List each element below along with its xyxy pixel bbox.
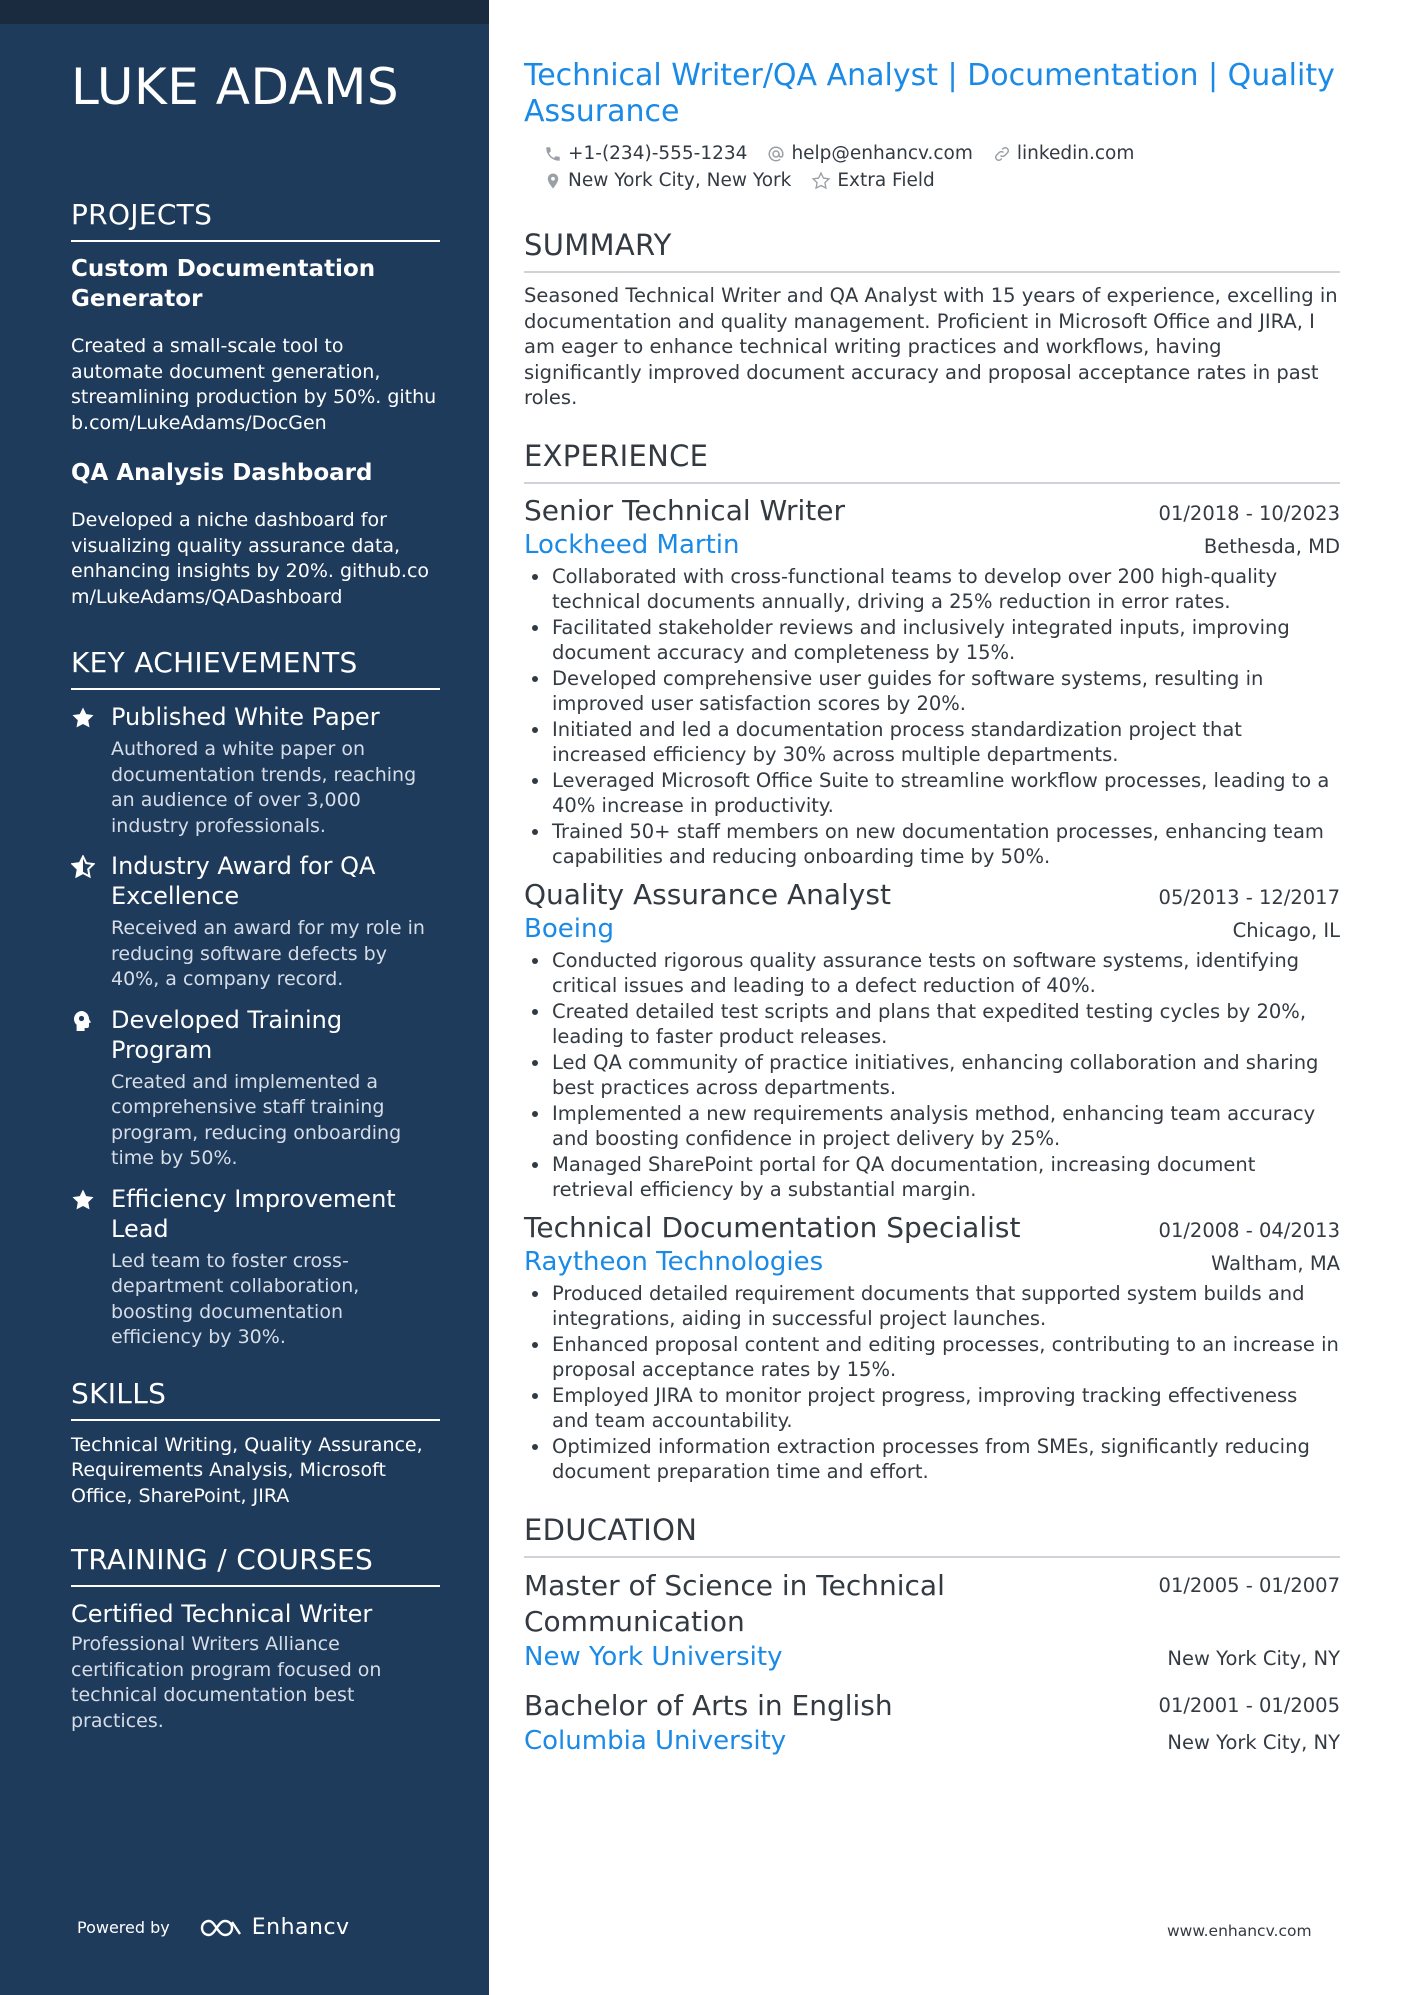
- school-name: Columbia University: [524, 1725, 787, 1756]
- job-bullet: Leveraged Microsoft Office Suite to streamline workflow processes, leading to a 40% increase in productivity.: [524, 768, 1340, 819]
- job-bullet: Initiated and led a documentation process standardization project that increased efficiency by 30% across multiple departments.: [524, 717, 1340, 768]
- summary-text: Seasoned Technical Writer and QA Analyst with 15 years of experience, excelling in documentation and quality management. Proficient in Microsoft Office and JIRA, I am eager to enhance technical writing practices and workflows, having significantly improved document accuracy and proposal acceptance rates in past roles.: [524, 284, 1338, 409]
- job-bullet: Trained 50+ staff members on new documentation processes, enhancing team capabilities and reducing onboarding time by 50%.: [524, 819, 1340, 870]
- school-location: New York City, NY: [1167, 1646, 1340, 1670]
- course-description: Professional Writers Alliance certification program focused on technical documentation best practices.: [71, 1633, 382, 1732]
- job-entry: [524, 878, 1340, 1203]
- degree-title: Master of Science in Technical Communication: [524, 1568, 945, 1638]
- job-company: Raytheon Technologies: [524, 1246, 824, 1277]
- degree-title: Bachelor of Arts in English: [524, 1688, 893, 1722]
- education-entry: [524, 1568, 1340, 1674]
- linkedin-text: linkedin.com: [1016, 143, 1135, 164]
- job-bullet: Enhanced proposal content and editing processes, contributing to an increase in proposal acceptance rates by 15%.: [524, 1332, 1340, 1383]
- achievement-title: Industry Award for QA Excellence: [111, 852, 376, 910]
- achievement-description: Led team to foster cross-department collaboration, boosting documentation efficiency by 30%.: [111, 1249, 360, 1348]
- location-contact: [544, 170, 791, 191]
- skills-list: Technical Writing, Quality Assurance, Requirements Analysis, Microsoft Office, SharePoint, JIRA: [71, 1433, 423, 1507]
- star-outline-icon: [811, 171, 831, 191]
- job-entry: [524, 1211, 1340, 1485]
- project-description: [71, 334, 440, 436]
- experience-heading: EXPERIENCE: [524, 439, 1340, 484]
- project-description: [71, 508, 440, 610]
- education-section: [524, 1513, 1340, 1758]
- half-star-icon: [71, 851, 111, 993]
- projects-section: [71, 198, 440, 610]
- job-entry: [524, 494, 1340, 870]
- project-item: [71, 254, 440, 436]
- location-pin-icon: [544, 172, 562, 190]
- job-bullets: [524, 564, 1340, 870]
- main-content: [524, 58, 1340, 1772]
- job-bullet: Implemented a new requirements analysis method, enhancing team accuracy and boosting confidence in project delivery by 25%.: [524, 1101, 1340, 1152]
- education-dates: 01/2001 - 01/2005: [1158, 1693, 1340, 1717]
- at-icon: [767, 145, 785, 163]
- job-dates: 01/2018 - 10/2023: [1158, 501, 1340, 525]
- training-heading: TRAINING / COURSES: [71, 1543, 440, 1587]
- skills-heading: SKILLS: [71, 1377, 440, 1421]
- education-entry: [524, 1688, 1340, 1758]
- job-bullet: Led QA community of practice initiatives, enhancing collaboration and sharing best practices across departments.: [524, 1050, 1340, 1101]
- job-bullet: Facilitated stakeholder reviews and inclusively integrated inputs, improving document accuracy and completeness by 15%.: [524, 615, 1340, 666]
- achievement-title: Developed Training Program: [111, 1005, 343, 1064]
- summary-section: [524, 228, 1340, 411]
- project-desc-text: Developed a niche dashboard for visualizing quality assurance data, enhancing insights by 20%.: [71, 509, 401, 582]
- project-item: [71, 458, 440, 610]
- head-gear-icon: [71, 1005, 111, 1172]
- job-location: Chicago, IL: [1232, 918, 1340, 942]
- achievement-item: [71, 1184, 440, 1351]
- enhancv-brand-text: Enhancv: [251, 1915, 350, 1940]
- contact-info: [524, 140, 1340, 194]
- school-name: New York University: [524, 1641, 783, 1672]
- powered-by: [77, 1915, 350, 1940]
- linkedin-contact[interactable]: [993, 143, 1134, 164]
- email-text: help@enhancv.com: [791, 143, 973, 164]
- link-icon: [993, 145, 1011, 163]
- star-icon: [71, 1184, 111, 1351]
- achievements-section: [71, 646, 440, 1351]
- job-dates: 05/2013 - 12/2017: [1158, 885, 1340, 909]
- candidate-name: LUKE ADAMS: [71, 58, 400, 116]
- job-dates: 01/2008 - 04/2013: [1158, 1218, 1340, 1242]
- summary-heading: SUMMARY: [524, 228, 1340, 273]
- enhancv-logo-icon: [198, 1917, 244, 1939]
- project-desc-text: Created a small-scale tool to automate document generation, streamlining production by 50%.: [71, 335, 382, 408]
- extra-field-text: Extra Field: [837, 170, 935, 191]
- sidebar-top-bar: [0, 0, 489, 24]
- achievements-heading: KEY ACHIEVEMENTS: [71, 646, 440, 690]
- footer-url[interactable]: www.enhancv.com: [1167, 1922, 1312, 1940]
- sidebar: [0, 0, 489, 1995]
- job-bullet: Optimized information extraction processes from SMEs, significantly reducing document preparation time and effort.: [524, 1434, 1340, 1485]
- job-bullets: [524, 1281, 1340, 1485]
- powered-by-label: Powered by: [77, 1918, 170, 1937]
- job-title: Technical Documentation Specialist: [524, 1210, 1021, 1244]
- job-bullet: Produced detailed requirement documents that supported system builds and integrations, aiding in successful project launches.: [524, 1281, 1340, 1332]
- experience-section: [524, 439, 1340, 1485]
- job-bullet: Developed comprehensive user guides for software systems, resulting in improved user satisfaction scores by 20%.: [524, 666, 1340, 717]
- extra-field-contact: [811, 170, 934, 191]
- skills-section: [71, 1377, 440, 1510]
- job-bullet: Employed JIRA to monitor project progress, improving tracking effectiveness and team accountability.: [524, 1383, 1340, 1434]
- projects-heading: PROJECTS: [71, 198, 440, 242]
- job-bullet: Created detailed test scripts and plans that expedited testing cycles by 20%, leading to faster product releases.: [524, 999, 1340, 1050]
- school-location: New York City, NY: [1167, 1730, 1340, 1754]
- job-location: Bethesda, MD: [1203, 534, 1340, 558]
- project-link[interactable]: github.com/LukeAdams/QADashboard: [71, 560, 430, 608]
- job-title: Quality Assurance Analyst: [524, 877, 891, 911]
- achievement-item: [71, 1005, 440, 1172]
- headline: Technical Writer/QA Analyst | Documentation | Quality Assurance: [524, 58, 1335, 129]
- phone-contact[interactable]: [544, 143, 747, 164]
- achievement-title: Published White Paper: [111, 703, 380, 731]
- job-company: Boeing: [524, 913, 614, 944]
- education-dates: 01/2005 - 01/2007: [1158, 1573, 1340, 1597]
- job-bullet: Collaborated with cross-functional teams to develop over 200 high-quality technical documents annually, driving a 25% reduction in error rates.: [524, 564, 1340, 615]
- education-heading: EDUCATION: [524, 1513, 1340, 1558]
- location-text: New York City, New York: [568, 170, 792, 191]
- job-bullet: Conducted rigorous quality assurance tests on software systems, identifying critical issues and leading to a defect reduction of 40%.: [524, 948, 1340, 999]
- job-bullet: Managed SharePoint portal for QA documentation, increasing document retrieval efficiency by a substantial margin.: [524, 1152, 1340, 1203]
- phone-icon: [544, 145, 562, 163]
- job-company: Lockheed Martin: [524, 529, 740, 560]
- enhancv-logo[interactable]: [198, 1915, 350, 1940]
- achievement-description: Authored a white paper on documentation trends, reaching an audience of over 3,000 industry professionals.: [111, 738, 417, 837]
- project-title: QA Analysis Dashboard: [71, 460, 373, 486]
- training-section: [71, 1543, 440, 1734]
- job-title: Senior Technical Writer: [524, 493, 845, 527]
- achievement-item: [71, 851, 440, 993]
- job-location: Waltham, MA: [1211, 1251, 1340, 1275]
- star-icon: [71, 702, 111, 839]
- project-title: Custom Documentation Generator: [71, 256, 376, 312]
- achievement-title: Efficiency Improvement Lead: [111, 1184, 396, 1243]
- achievement-description: Received an award for my role in reducing software defects by 40%, a company record.: [111, 917, 425, 990]
- achievement-item: [71, 702, 440, 839]
- course-title: Certified Technical Writer: [71, 1600, 373, 1628]
- achievement-description: Created and implemented a comprehensive staff training program, reducing onboarding time by 50%.: [111, 1070, 402, 1169]
- job-bullets: [524, 948, 1340, 1203]
- email-contact[interactable]: [767, 143, 972, 164]
- phone-text: +1-(234)-555-1234: [568, 143, 748, 164]
- project-link[interactable]: github.com/LukeAdams/DocGen: [71, 386, 437, 434]
